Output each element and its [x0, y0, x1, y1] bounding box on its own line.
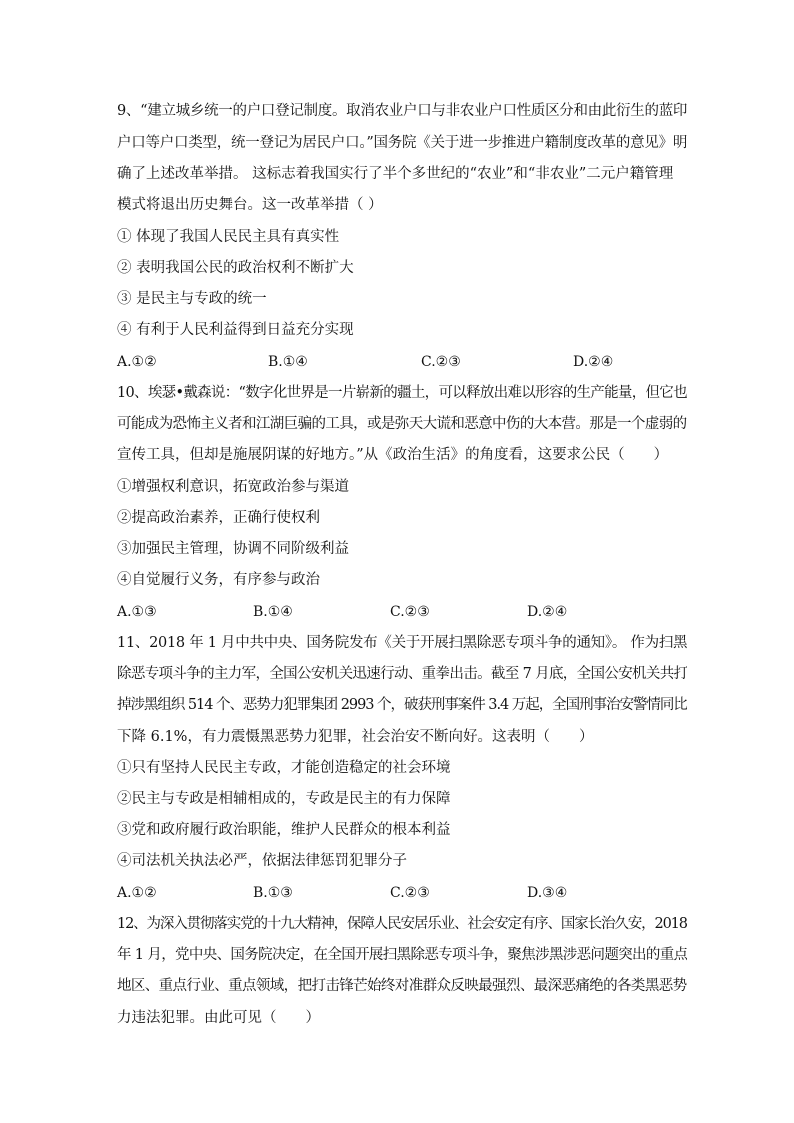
question-11-item-2: ②民主与专政是相辅相成的，专政是民主的有力保障 — [117, 791, 451, 807]
question-9-line-4: 模式将退出历史舞台。这一改革举措（ ） — [117, 197, 383, 213]
question-10-line-1: 10、埃瑟•戴森说：“数字化世界是一片崭新的疆土，可以释放出难以形容的生产能量，但它也 — [117, 385, 687, 401]
question-10-item-1: ①增强权利意识，拓宽政治参与渠道 — [117, 479, 349, 495]
question-10-item-4: ④自觉履行义务，有序参与政治 — [117, 572, 320, 588]
question-9-line-3: 确了上述改革举措。 这标志着我国实行了半个多世纪的“农业”和“非农业”二元户籍管理 — [117, 166, 674, 182]
question-10-option-c: C.②③ — [390, 604, 430, 620]
question-11-option-c: C.②③ — [390, 885, 430, 901]
question-10-line-2: 可能成为恐怖主义者和江湖巨骗的工具，或是弥天大谎和恶意中伤的大本营。那是一个虚弱的 — [117, 416, 687, 432]
question-10-option-a: A.①③ — [117, 604, 157, 620]
question-9-item-4: ④ 有利于人民利益得到日益充分实现 — [117, 322, 354, 338]
question-11-option-d: D.③④ — [527, 885, 568, 901]
question-12-line-1: 12、为深入贯彻落实党的十九大精神，保障人民安居乐业、社会安定有序、国家长治久安，2018 — [117, 916, 687, 932]
question-11-line-4: 下降 6.1%，有力震慑黑恶势力犯罪，社会治安不断向好。这表明（ ） — [117, 729, 594, 745]
question-9-option-d: D.②④ — [573, 354, 614, 370]
question-9-option-c: C.②③ — [421, 354, 461, 370]
question-11-line-3: 掉涉黑组织 514 个、恶势力犯罪集团 2993 个，破获刑事案件 3.4 万起，全国刑事治安警情同比 — [117, 697, 687, 713]
question-11-line-2: 除恶专项斗争的主力军，全国公安机关迅速行动、重拳出击。截至 7 月底，全国公安机关共打 — [117, 666, 687, 682]
question-9-item-3: ③ 是民主与专政的统一 — [117, 291, 267, 307]
question-11-option-a: A.①② — [117, 885, 157, 901]
question-9-line-2: 户口等户口类型，统一登记为居民户口。”国务院《关于进一步推进户籍制度改革的意见》明 — [117, 135, 687, 151]
question-9-item-2: ② 表明我国公民的政治权利不断扩大 — [117, 260, 354, 276]
question-12-line-4: 力违法犯罪。由此可见（ ） — [117, 1010, 320, 1026]
question-9-line-1: 9、“建立城乡统一的户口登记制度。取消农业户口与非农业户口性质区分和由此衍生的蓝印 — [117, 103, 687, 119]
question-11-item-4: ④司法机关执法必严，依据法律惩罚犯罪分子 — [117, 853, 407, 869]
question-9-item-1: ① 体现了我国人民民主具有真实性 — [117, 229, 340, 245]
question-9-option-b: B.①④ — [268, 354, 308, 370]
question-9-options — [117, 352, 687, 372]
question-11-item-3: ③党和政府履行政治职能，维护人民群众的根本利益 — [117, 822, 451, 838]
question-12-line-3: 地区、重点行业、重点领域，把打击锋芒始终对准群众反映最强烈、最深恶痛绝的各类黑恶势 — [117, 978, 687, 994]
question-10-item-3: ③加强民主管理，协调不同阶级利益 — [117, 541, 349, 557]
question-10-item-2: ②提高政治素养，正确行使权利 — [117, 510, 320, 526]
question-10-options — [117, 602, 687, 622]
question-11-line-1: 11、2018 年 1 月中共中央、国务院发布《关于开展扫黑除恶专项斗争的通知》。 作为扫黑 — [117, 635, 687, 651]
question-10-line-3: 宣传工具，但却是施展阴谋的好地方。”从《政治生活》的角度看，这要求公民（ ） — [117, 447, 669, 463]
question-11-item-1: ①只有坚持人民民主专政，才能创造稳定的社会环境 — [117, 760, 451, 776]
question-10-option-b: B.①④ — [253, 604, 293, 620]
question-10-option-d: D.②④ — [527, 604, 568, 620]
question-11-options — [117, 883, 687, 903]
question-12-line-2: 年 1 月，党中央、国务院决定，在全国开展扫黑除恶专项斗争，聚焦涉黑涉恶问题突出的重点 — [117, 947, 687, 963]
question-11-option-b: B.①③ — [253, 885, 293, 901]
question-9-option-a: A.①② — [117, 354, 157, 370]
